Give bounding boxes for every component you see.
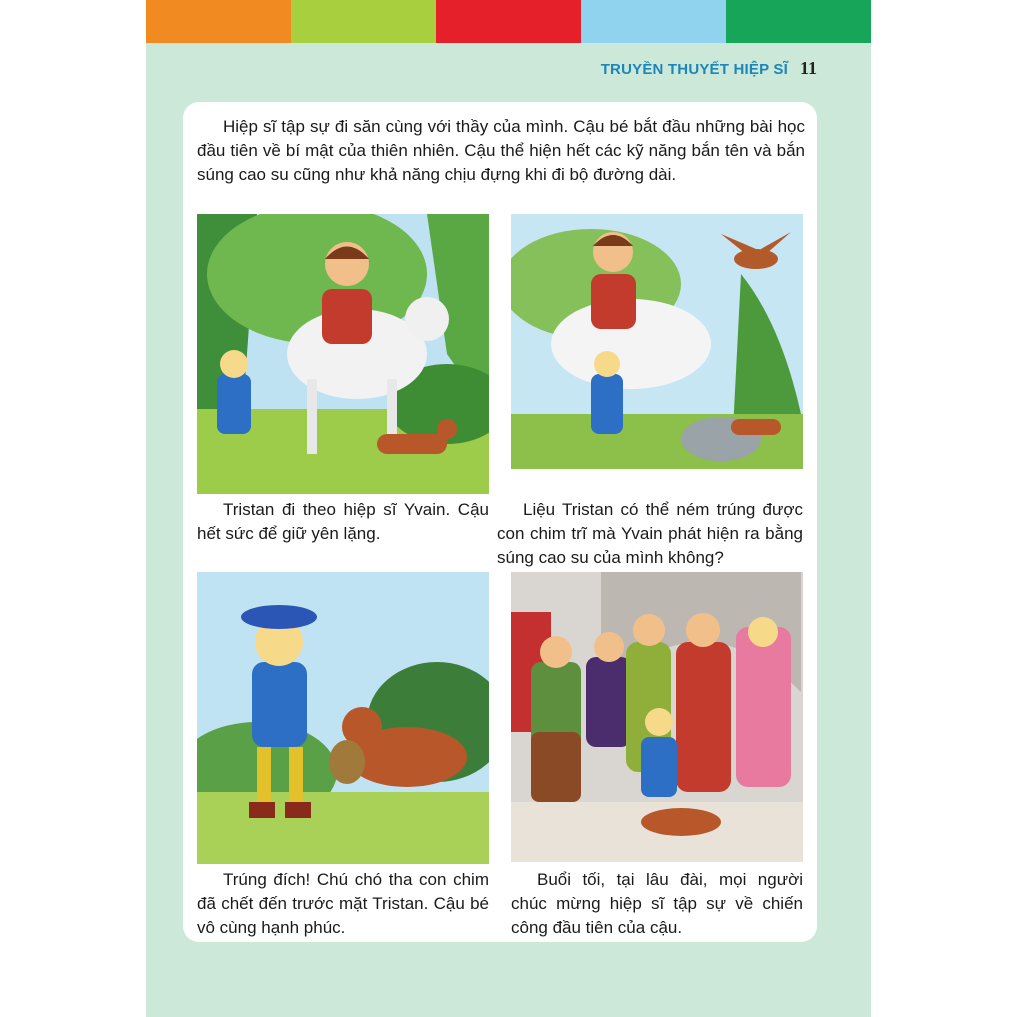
stripe-red: [436, 0, 581, 43]
stripe-lime: [291, 0, 436, 43]
book-title: TRUYỀN THUYẾT HIỆP SĨ: [600, 61, 788, 78]
illustration-pheasant-slingshot: [511, 214, 803, 469]
panel-caption-3: Trúng đích! Chú chó tha con chim đã chết đến trước mặt Tristan. Cậu bé vô cùng hạnh phúc.: [197, 870, 489, 937]
panel-caption-4: Buổi tối, tại lâu đài, mọi người chúc mừng hiệp sĩ tập sự về chiến công đầu tiên của cậu.: [511, 870, 803, 937]
intro-paragraph: Hiệp sĩ tập sự đi săn cùng với thầy của mình. Cậu bé bắt đầu những bài học đầu tiên về bí mật của thiên nhiên. Cậu thể hiện hết các kỹ năng bắn tên và bắn súng cao su cũng như khả năng chịu đựng khi đi bộ đường dài.: [197, 117, 805, 184]
content-card: [183, 102, 817, 942]
panel-caption-2: Liệu Tristan có thể ném trúng được con chim trĩ mà Yvain phát hiện ra bằng súng cao su của mình không?: [497, 500, 803, 567]
stripe-green: [726, 0, 871, 43]
illustration-dog-brings-bird: [197, 572, 489, 864]
stripe-sky: [581, 0, 726, 43]
page-number: 11: [799, 58, 817, 78]
illustration-knight-riding: [197, 214, 489, 494]
illustration-castle-celebration: [511, 572, 803, 862]
color-stripe-bar: [146, 0, 871, 43]
stripe-orange: [146, 0, 291, 43]
running-header: [601, 58, 817, 79]
panel-caption-1: Tristan đi theo hiệp sĩ Yvain. Cậu hết sức để giữ yên lặng.: [197, 500, 489, 543]
